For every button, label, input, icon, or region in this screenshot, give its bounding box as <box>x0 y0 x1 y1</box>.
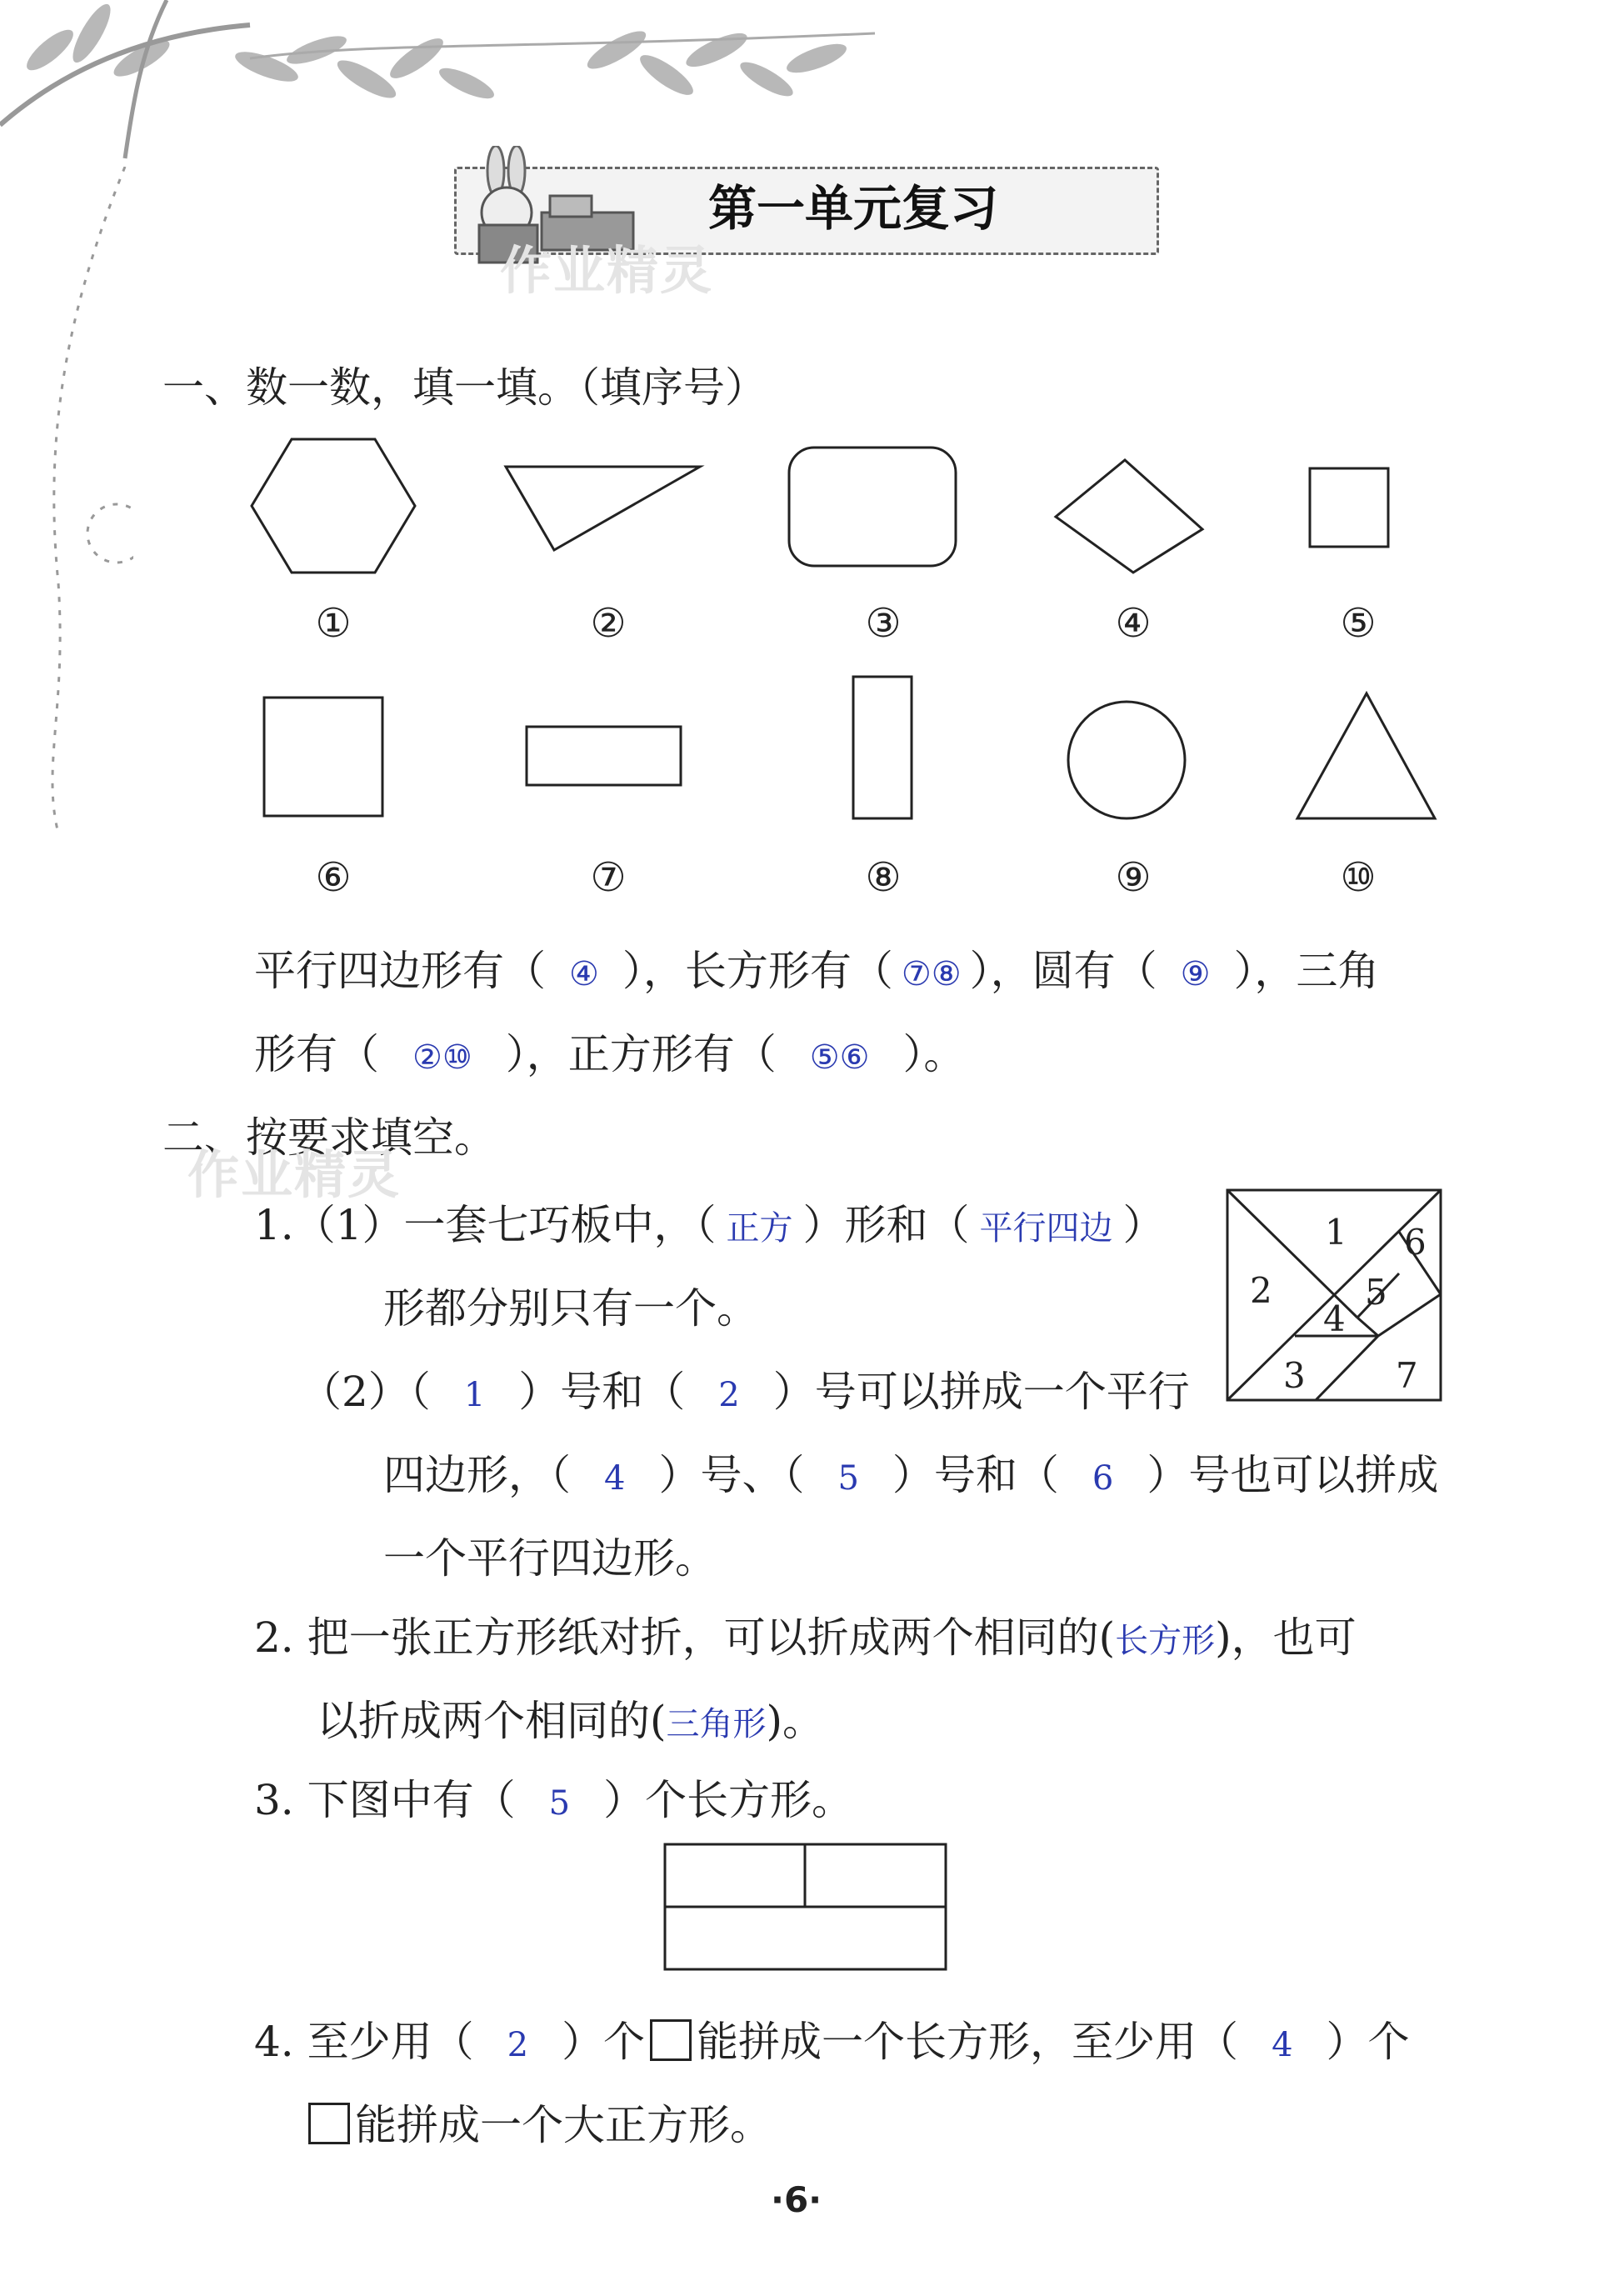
answer-tangram-parallelogram[interactable]: 平行四边 <box>979 1209 1113 1248</box>
text: ）个 <box>1326 2018 1410 2066</box>
shape-label-7: ⑦ <box>590 854 627 901</box>
shape-label-8: ⑧ <box>865 854 902 901</box>
text: 平行四边形有（ <box>254 947 546 995</box>
shape-triangle-obtuse <box>504 463 704 554</box>
text: ）号和（ <box>518 1368 686 1416</box>
q3-line <box>254 1767 853 1827</box>
rectangle-count-figure <box>662 1842 950 1975</box>
text: 能拼成一个长方形，至少用（ <box>697 2018 1239 2066</box>
tangram-label-1: 1 <box>1325 1212 1347 1253</box>
q1-2-line-1 <box>300 1358 1190 1418</box>
q1-1-line-1 <box>254 1192 1165 1252</box>
section-1-answer-line-1 <box>254 938 1379 998</box>
leaf-decoration <box>0 0 917 167</box>
shape-large-square <box>262 696 386 819</box>
tangram-label-7: 7 <box>1396 1355 1418 1396</box>
shape-hexagon <box>250 438 417 575</box>
text: 4. 至少用（ <box>254 2018 474 2066</box>
small-square-icon <box>650 2019 692 2061</box>
answer-circle[interactable]: ⑨ <box>1180 955 1211 993</box>
answer-triangle[interactable]: ②⑩ <box>412 1038 472 1077</box>
answer-piece-d[interactable]: 5 <box>837 1459 859 1498</box>
page-title: 第一单元复习 <box>708 180 999 237</box>
text: ）号可以拼成一个平行 <box>772 1368 1190 1416</box>
text: 能拼成一个大正方形。 <box>355 2101 772 2149</box>
shape-equilateral-triangle <box>1296 692 1437 821</box>
answer-fold-triangle[interactable]: 三角形 <box>666 1705 767 1743</box>
text: )。 <box>766 1697 825 1745</box>
answer-piece-e[interactable]: 6 <box>1092 1459 1114 1498</box>
text: 形有（ <box>254 1030 379 1078</box>
section-2-heading: 二、按要求填空。 <box>162 1113 496 1162</box>
tangram-figure <box>1225 1188 1446 1404</box>
text: ）号和（ <box>892 1451 1059 1499</box>
shape-label-3: ③ <box>865 600 902 647</box>
watermark: 作业精灵 <box>187 1144 402 1205</box>
text: （2）（ <box>300 1368 431 1416</box>
tangram-label-2: 2 <box>1250 1270 1272 1311</box>
text: 3. 下图中有（ <box>254 1776 516 1824</box>
text: 四边形，（ <box>383 1451 571 1499</box>
shape-parallelogram <box>1054 458 1204 575</box>
section-1-heading: 一、数一数，填一填。（填序号） <box>162 363 767 412</box>
shape-label-9: ⑨ <box>1115 854 1152 901</box>
shape-label-1: ① <box>315 600 352 647</box>
shape-circle <box>1067 700 1187 821</box>
answer-tangram-square[interactable]: 正方 <box>726 1209 793 1248</box>
q2-line-2 <box>317 1688 824 1748</box>
answer-squares-big-square[interactable]: 4 <box>1272 2026 1293 2064</box>
text: 以折成两个相同的( <box>317 1697 667 1745</box>
answer-squares-rectangle[interactable]: 2 <box>507 2026 529 2064</box>
tangram-label-6: 6 <box>1404 1222 1427 1263</box>
shape-label-5: ⑤ <box>1340 600 1377 647</box>
tangram-label-5: 5 <box>1365 1272 1387 1313</box>
text: ），三角 <box>1233 947 1380 995</box>
shape-small-square <box>1308 467 1392 550</box>
answer-rectangle-count[interactable]: 5 <box>548 1784 571 1823</box>
dotted-border-curve <box>25 167 133 833</box>
shape-label-2: ② <box>590 600 627 647</box>
shape-label-6: ⑥ <box>315 854 352 901</box>
answer-piece-a[interactable]: 1 <box>463 1376 486 1414</box>
text: )，也可 <box>1215 1613 1357 1662</box>
text: ）个长方形。 <box>603 1776 854 1824</box>
text: ）号也可以拼成 <box>1147 1451 1439 1499</box>
answer-parallelogram[interactable]: ④ <box>569 955 599 993</box>
q1-1-line-2: 形都分别只有一个。 <box>383 1284 758 1333</box>
page-number: ·6· <box>771 2179 822 2220</box>
shape-rounded-rectangle <box>787 446 958 571</box>
answer-piece-b[interactable]: 2 <box>718 1376 740 1414</box>
q1-2-line-3: 一个平行四边形。 <box>383 1534 717 1583</box>
tangram-label-3: 3 <box>1283 1355 1306 1396</box>
answer-piece-c[interactable]: 4 <box>604 1459 626 1498</box>
text: ），圆有（ <box>969 947 1157 995</box>
text: ）个 <box>562 2018 646 2066</box>
answer-rectangle[interactable]: ⑦⑧ <box>901 955 962 993</box>
text: ）形和（ <box>802 1201 970 1249</box>
shape-vertical-rectangle <box>852 675 914 821</box>
text: ），长方形有（ <box>622 947 893 995</box>
text: 1.（1）一套七巧板中，（ <box>254 1201 717 1249</box>
answer-fold-rectangle[interactable]: 长方形 <box>1115 1622 1216 1660</box>
text: ）。 <box>902 1030 966 1078</box>
text: ），正方形有（ <box>505 1030 777 1078</box>
q2-line-1 <box>254 1604 1357 1664</box>
tangram-label-4: 4 <box>1323 1298 1346 1339</box>
small-square-icon <box>308 2103 350 2144</box>
q1-2-line-2 <box>383 1442 1438 1502</box>
shape-horizontal-rectangle <box>525 725 683 788</box>
section-1-answer-line-2 <box>254 1021 965 1081</box>
shape-label-10: ⑩ <box>1340 854 1377 901</box>
text: ） <box>1122 1201 1165 1249</box>
q4-line-2 <box>308 2092 772 2152</box>
answer-square[interactable]: ⑤⑥ <box>809 1038 870 1077</box>
text: ）号、（ <box>658 1451 805 1499</box>
shape-label-4: ④ <box>1115 600 1152 647</box>
watermark: 作业精灵 <box>500 240 714 301</box>
text: 2. 把一张正方形纸对折，可以折成两个相同的( <box>254 1613 1116 1662</box>
q4-line-1 <box>254 2008 1410 2068</box>
